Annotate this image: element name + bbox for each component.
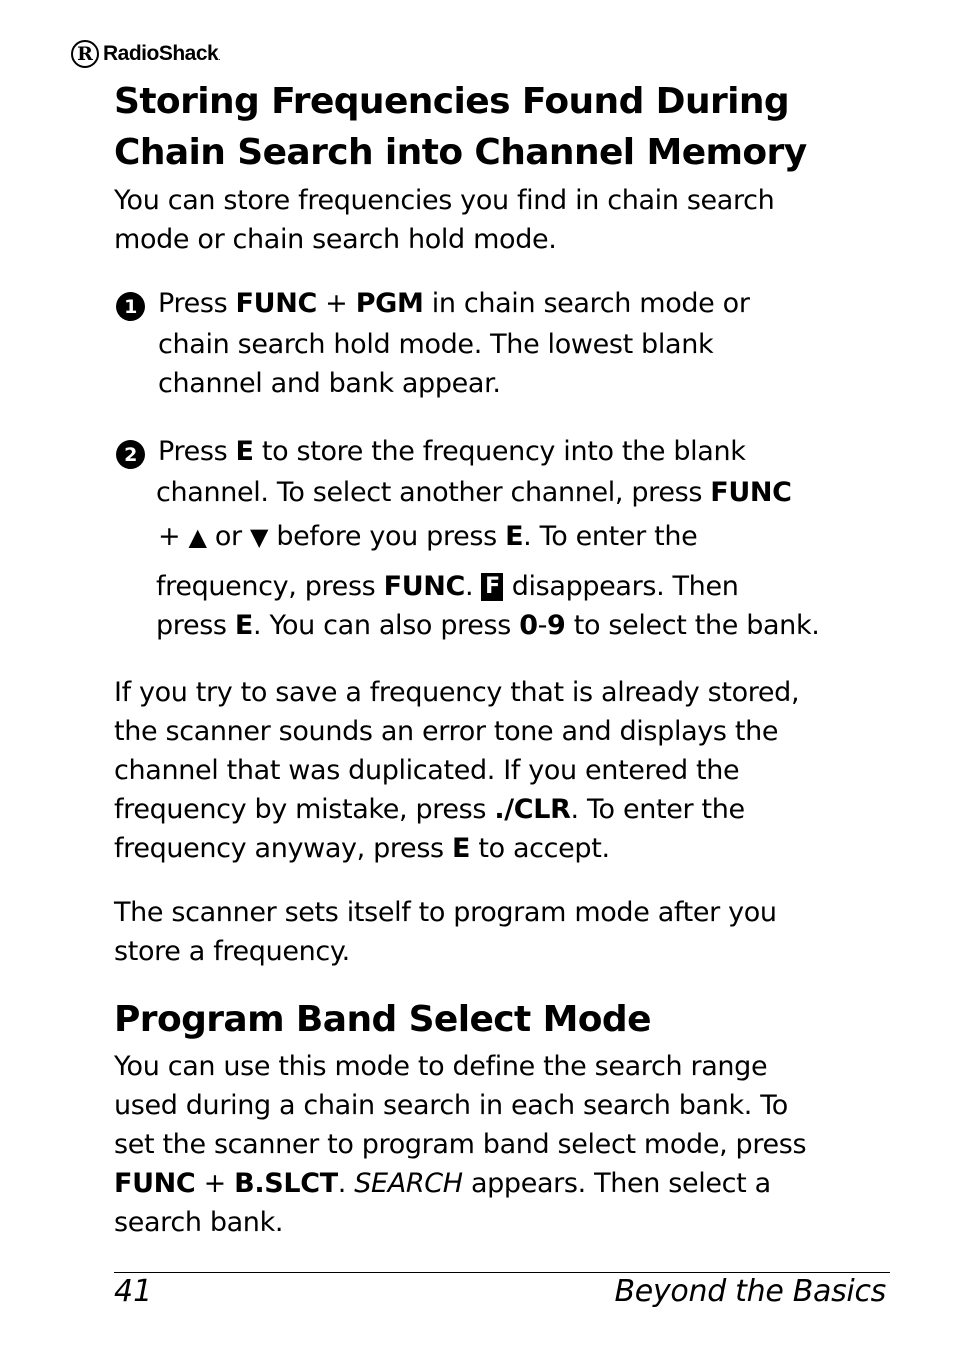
text-line: channel that was duplicated. If you entered the xyxy=(114,755,740,786)
step-1-line-1 xyxy=(158,288,750,319)
intro-line-2: mode or chain search hold mode. xyxy=(114,224,557,255)
program-band-paragraph xyxy=(114,1047,904,1242)
step-2-line-4 xyxy=(156,571,738,602)
text: press xyxy=(156,610,235,641)
function-f-icon: F xyxy=(481,573,503,601)
key-func: FUNC xyxy=(114,1168,196,1199)
step-1-marker: 1 xyxy=(116,292,145,321)
display-search: SEARCH xyxy=(354,1168,463,1199)
key-func: FUNC xyxy=(710,477,792,508)
key-0: 0 xyxy=(519,610,538,641)
duplicate-paragraph xyxy=(114,673,904,868)
title-line-2: Chain Search into Channel Memory xyxy=(114,132,807,173)
footer-divider xyxy=(114,1272,890,1273)
step-2-line-1 xyxy=(158,436,746,467)
key-bslct: B.SLCT xyxy=(234,1168,338,1199)
text-line: The scanner sets itself to program mode after you xyxy=(114,897,777,928)
key-clr: CLR xyxy=(513,794,571,825)
text: frequency, press xyxy=(156,571,384,602)
text: in chain search mode or xyxy=(423,288,750,319)
text: Press xyxy=(158,288,236,319)
step-2-marker: 2 xyxy=(116,440,145,469)
text: disappears. Then xyxy=(503,571,739,602)
key-pgm: PGM xyxy=(355,288,424,319)
key-func: FUNC xyxy=(383,571,466,602)
brand-text: RadioShack xyxy=(103,42,219,65)
text: frequency anyway, press xyxy=(114,833,452,864)
intro-line-1: You can store frequencies you find in chain search xyxy=(114,185,775,216)
text: . To enter the xyxy=(570,794,745,825)
key-e: E xyxy=(234,610,253,641)
up-arrow-icon: ▲ xyxy=(188,523,207,551)
chapter-title: Beyond the Basics xyxy=(614,1274,886,1309)
text: to store the frequency into the blank xyxy=(253,436,746,467)
step-2-line-5 xyxy=(156,610,819,641)
step-2-line-2 xyxy=(156,477,792,508)
text: . You can also press xyxy=(252,610,520,641)
text: Press xyxy=(158,436,236,467)
text: + xyxy=(158,521,189,552)
registered-r-icon: R xyxy=(71,40,99,68)
program-mode-paragraph xyxy=(114,893,904,971)
text: channel. To select another channel, press xyxy=(156,477,711,508)
text: frequency by mistake, press xyxy=(114,794,495,825)
text: . xyxy=(465,571,482,602)
key-9: 9 xyxy=(547,610,566,641)
section-title-program-band: Program Band Select Mode xyxy=(114,999,651,1040)
text-line: If you try to save a frequency that is already stored, xyxy=(114,677,800,708)
key-func: FUNC xyxy=(235,288,317,319)
key-e: E xyxy=(452,833,471,864)
text: + xyxy=(195,1168,235,1199)
text: to accept. xyxy=(470,833,610,864)
text-line: used during a chain search in each search bank. To xyxy=(114,1090,788,1121)
text-line: set the scanner to program band select mode, press xyxy=(114,1129,807,1160)
step-1-line-3: channel and bank appear. xyxy=(158,368,501,399)
text: to select the bank. xyxy=(565,610,820,641)
text: or xyxy=(206,521,251,552)
text: . xyxy=(337,1168,355,1199)
trademark-dot: . xyxy=(218,52,221,62)
intro-paragraph xyxy=(114,181,904,259)
step-2-line-3 xyxy=(158,521,697,552)
text-line: store a frequency. xyxy=(114,936,350,967)
brand-name xyxy=(103,42,220,66)
text: . To enter the xyxy=(523,521,698,552)
text: before you press xyxy=(276,521,506,552)
text-line: the scanner sounds an error tone and displays the xyxy=(114,716,779,747)
title-line-1: Storing Frequencies Found During xyxy=(114,81,790,122)
section-title-storing xyxy=(114,76,914,178)
page-number: 41 xyxy=(114,1274,153,1309)
text: appears. Then select a xyxy=(462,1168,771,1199)
radioshack-logo xyxy=(71,38,220,70)
text: - xyxy=(537,610,548,641)
key-e: E xyxy=(235,436,254,467)
key-dot: ./ xyxy=(494,794,514,825)
down-arrow-icon: ▼ xyxy=(250,523,269,551)
text-line: search bank. xyxy=(114,1207,284,1238)
text: + xyxy=(316,288,356,319)
key-e: E xyxy=(505,521,524,552)
step-1-line-2: chain search hold mode. The lowest blank xyxy=(158,329,714,360)
text-line: You can use this mode to define the search range xyxy=(114,1051,768,1082)
